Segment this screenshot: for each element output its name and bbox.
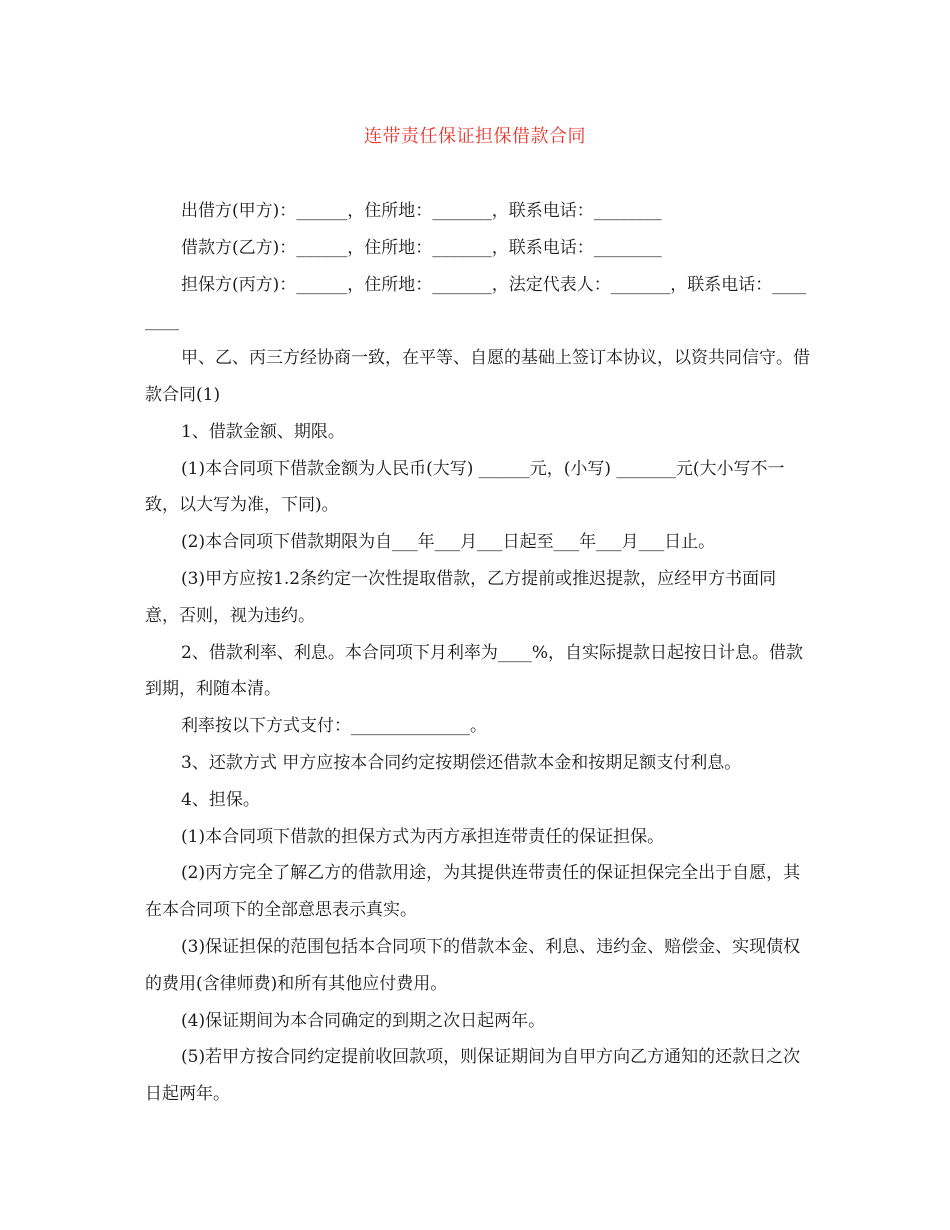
section-3-repayment: 3、还款方式 甲方应按本合同约定按期偿还借款本金和按期足额支付利息。 [181, 752, 742, 773]
clause-4-3: (3)保证担保的范围包括本合同项下的借款本金、利息、违约金、赔偿金、实现债权的费用(含律师费)和所有其他应付费用。 [145, 936, 801, 994]
paragraph-borrower: 借款方(乙方)：______，住所地：_______，联系电话：________ [181, 237, 662, 258]
clause-4-1: (1)本合同项下借款的担保方式为丙方承担连带责任的保证担保。 [181, 826, 665, 847]
clause-4-2: (2)丙方完全了解乙方的借款用途，为其提供连带责任的保证担保完全出于自愿，其在本合同项下的全部意思表示真实。 [145, 863, 801, 921]
clause-1-3: (3)甲方应按1.2条约定一次性提取借款，乙方提前或推迟提款，应经甲方书面同意，否则，视为违约。 [145, 568, 777, 626]
document-title: 连带责任保证担保借款合同 [364, 126, 586, 147]
clause-2-payment-method: 利率按以下方式支付：______________。 [181, 716, 487, 737]
clause-4-5: (5)若甲方按合同约定提前收回款项，则保证期间为自甲方向乙方通知的还款日之次日起两年。 [145, 1047, 801, 1105]
section-2-interest: 2、借款利率、利息。本合同项下月利率为____%，自实际提款日起按日计息。借款到期，利随本清。 [145, 642, 803, 700]
section-1-heading: 1、借款金额、期限。 [181, 421, 345, 442]
clause-1-2: (2)本合同项下借款期限为自___年___月___日起至___年___月___日止。 [181, 532, 716, 553]
paragraph-preamble: 甲、乙、丙三方经协商一致，在平等、自愿的基础上签订本协议，以资共同信守。借款合同(1) [145, 348, 810, 405]
paragraph-guarantor: 担保方(丙方)：______，住所地：_______，法定代表人：_______，联系电话：________ [145, 274, 807, 332]
paragraph-lender: 出借方(甲方)：______，住所地：_______，联系电话：________ [181, 201, 662, 221]
section-4-heading: 4、担保。 [181, 789, 260, 810]
document-body [145, 193, 810, 1113]
clause-4-4: (4)保证期间为本合同确定的到期之次日起两年。 [181, 1010, 546, 1031]
clause-1-1: (1)本合同项下借款金额为人民币(大写) ______元，(小写) _______元(大小写不一致，以大写为准，下同)。 [145, 458, 785, 516]
